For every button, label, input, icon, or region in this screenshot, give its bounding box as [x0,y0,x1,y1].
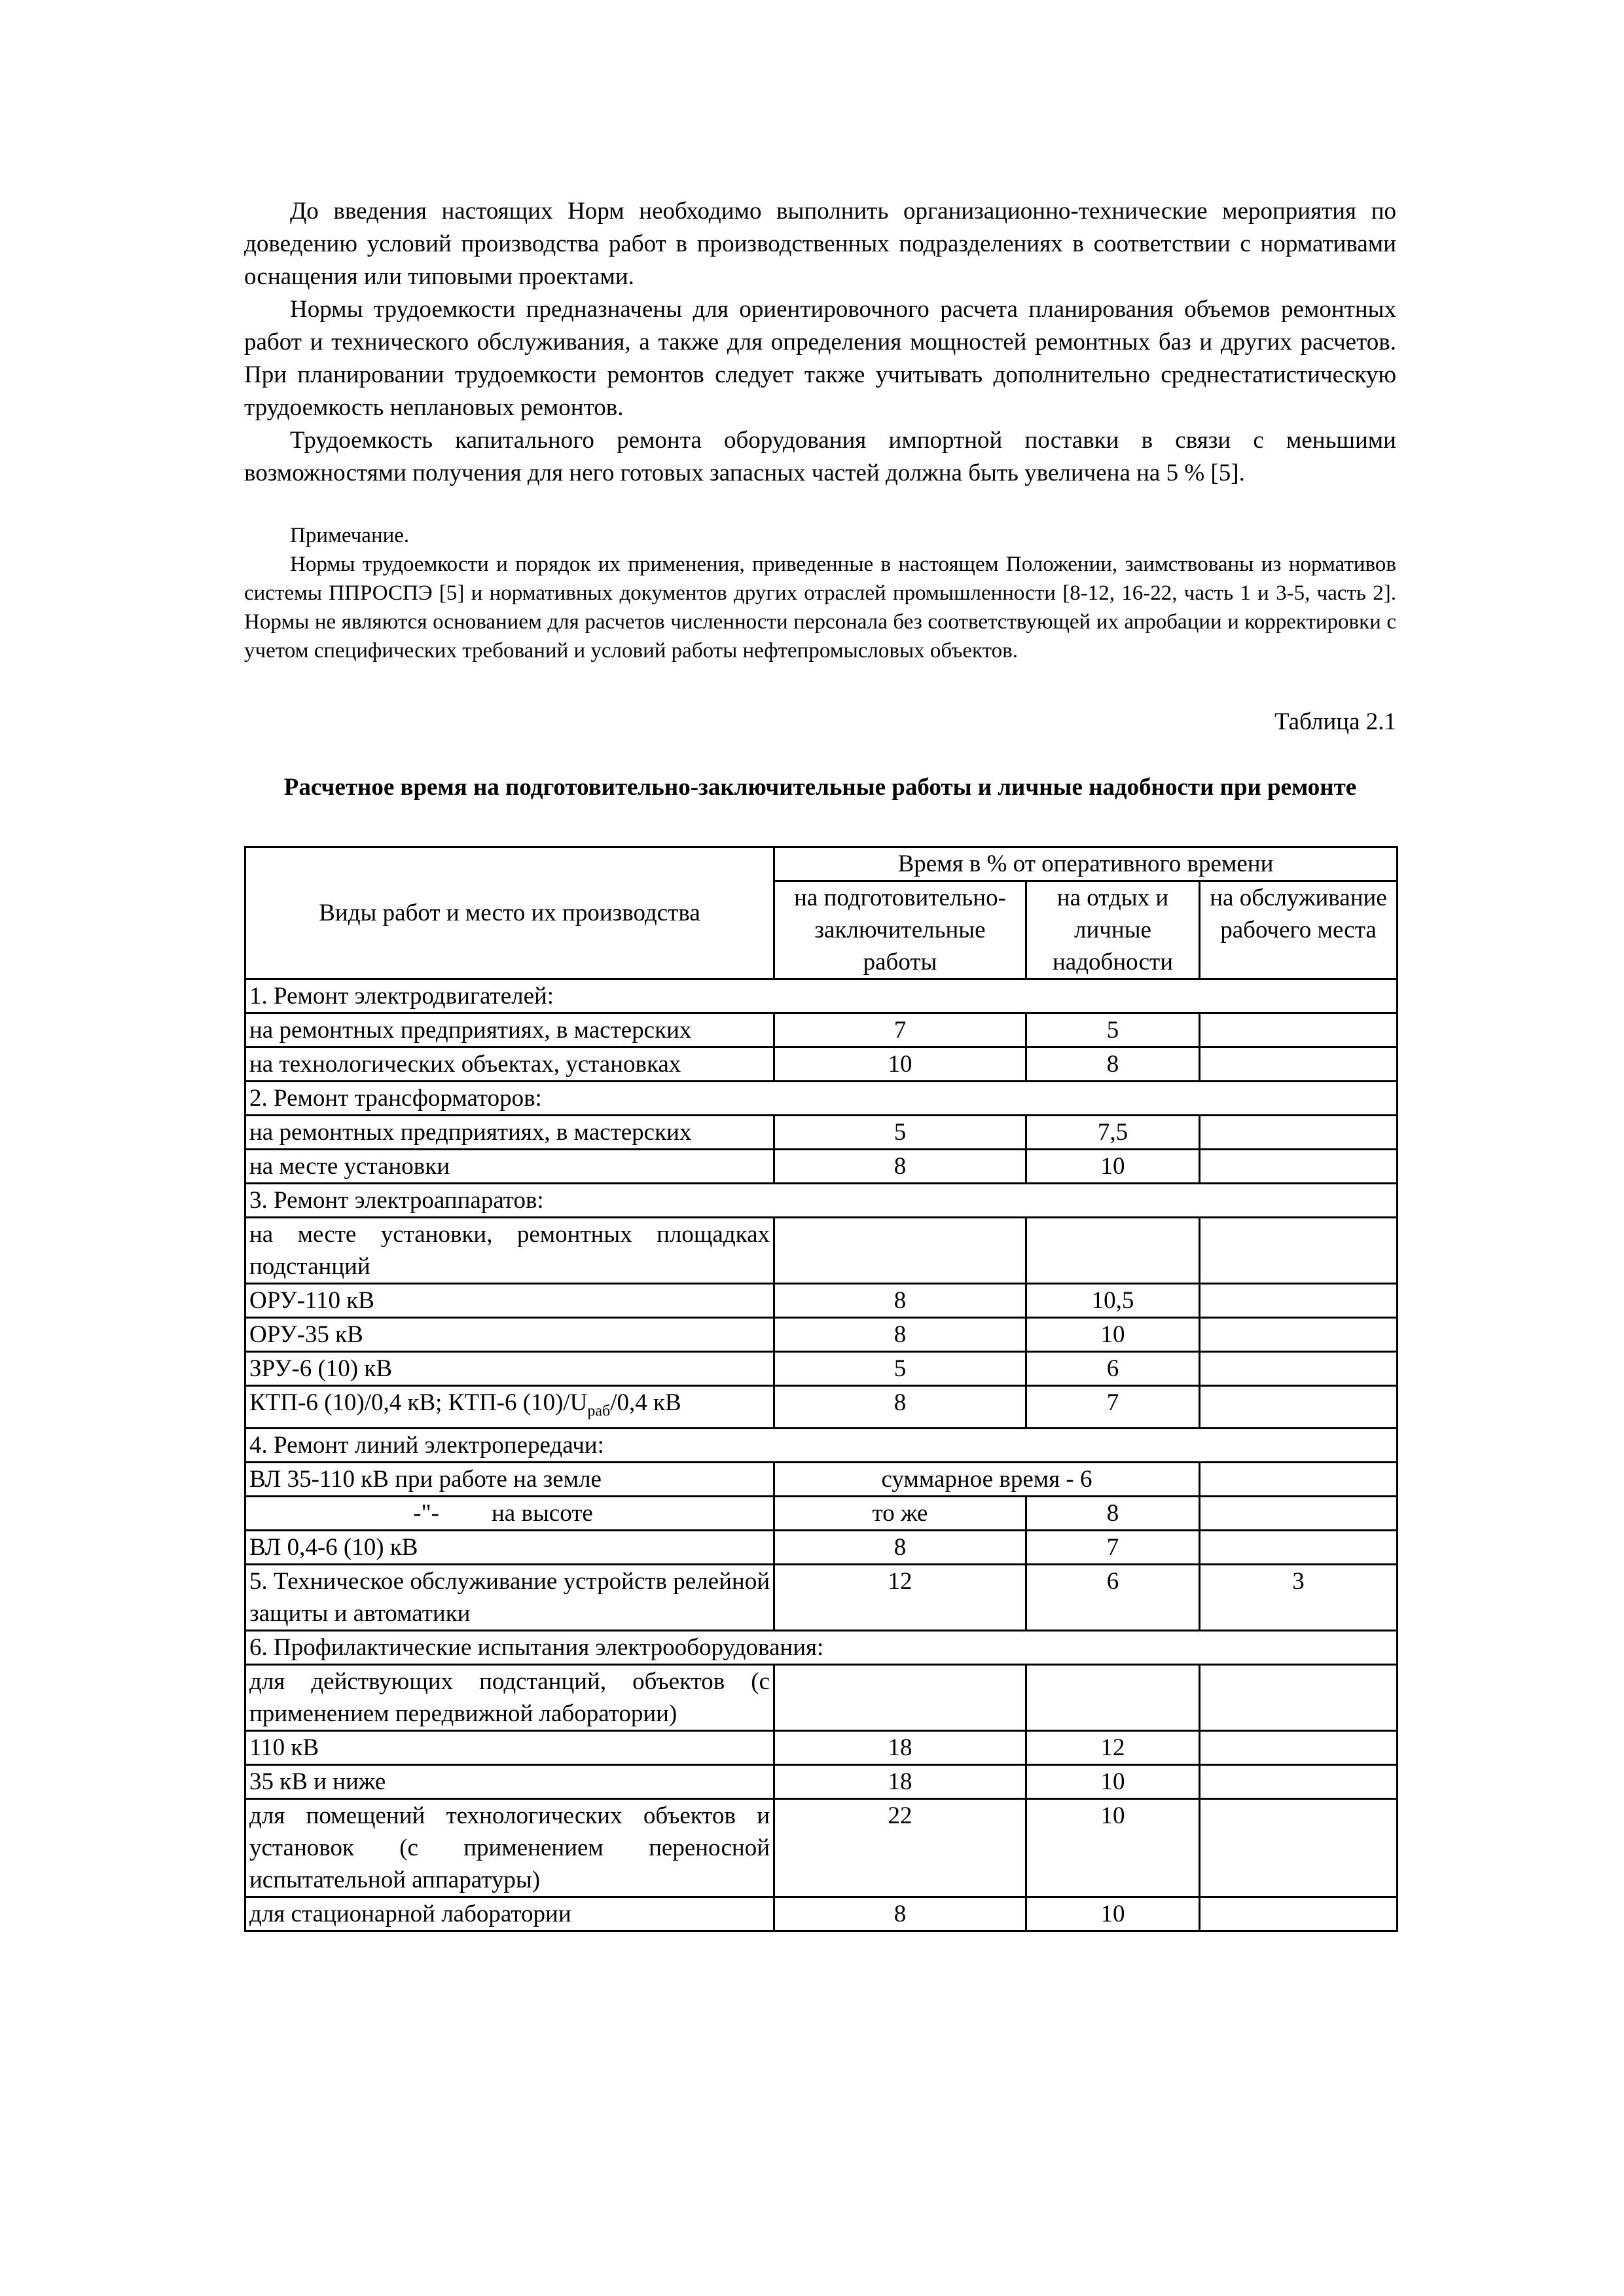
cell-workplace [1200,1665,1398,1731]
cell-prep: 8 [774,1284,1026,1318]
cell-work: ОРУ-110 кВ [245,1284,774,1318]
cell-workplace [1200,1318,1398,1352]
cell-work-text: на высоте [492,1500,593,1527]
cell-workplace [1200,1497,1398,1531]
cell-total-time: суммарное время - 6 [774,1463,1200,1497]
cell-workplace [1200,1897,1398,1931]
table-row [245,1352,1398,1386]
cell-rest: 10 [1026,1799,1200,1897]
cell-workplace [1200,1048,1398,1082]
table-row [245,1731,1398,1765]
cell-work: на месте установки, ремонтных площадках подстанций [245,1218,774,1284]
section-row [245,1429,1398,1463]
cell-prep: 8 [774,1897,1026,1931]
section-title: 3. Ремонт электроаппаратов: [245,1184,1398,1218]
cell-prep: 10 [774,1048,1026,1082]
cell-workplace [1200,1284,1398,1318]
ktp-text-end: /0,4 кВ [610,1389,681,1416]
cell-prep [774,1218,1026,1284]
cell-work: ОРУ-35 кВ [245,1318,774,1352]
table-row [245,1218,1398,1284]
cell-work: на месте установки [245,1150,774,1184]
cell-prep: 22 [774,1799,1026,1897]
table-row [245,1284,1398,1318]
cell-workplace [1200,1352,1398,1386]
cell-work [245,1497,774,1531]
paragraph-3: Трудоемкость капитального ремонта оборудования импортной поставки в связи с меньшими возможностями получения для него готовых запасных частей должна быть увеличена на 5 % [5]. [244,427,1396,486]
cell-workplace [1200,1765,1398,1799]
header-time-group: Время в % от оперативного времени [774,847,1398,881]
cell-rest: 10 [1026,1150,1200,1184]
section-title: 4. Ремонт линий электропередачи: [245,1429,1398,1463]
cell-rest: 10 [1026,1765,1200,1799]
cell-prep: 5 [774,1116,1026,1150]
cell-rest: 8 [1026,1048,1200,1082]
cell-prep: то же [774,1497,1026,1531]
table-number: Таблица 2.1 [1274,708,1396,735]
cell-workplace [1200,1218,1398,1284]
ktp-subscript: раб [587,1402,611,1420]
cell-workplace [1200,1386,1398,1429]
cell-workplace [1200,1531,1398,1565]
cell-workplace [1200,1150,1398,1184]
table-row [245,1150,1398,1184]
section-row [245,1184,1398,1218]
table-row [245,1565,1398,1631]
section-row [245,1631,1398,1665]
header-work-types: Виды работ и место их производства [245,847,774,979]
cell-work: ВЛ 0,4-6 (10) кВ [245,1531,774,1565]
cell-work: для помещений технологических объектов и установок (с применением переносной испытательной аппаратуры) [245,1799,774,1897]
cell-prep: 8 [774,1531,1026,1565]
cell-prep: 8 [774,1150,1026,1184]
table-row [245,1013,1398,1048]
table-header-row [245,847,1398,881]
section-title: 2. Ремонт трансформаторов: [245,1082,1398,1116]
norms-table [244,846,1398,1932]
table-row [245,1116,1398,1150]
cell-rest: 6 [1026,1565,1200,1631]
cell-workplace [1200,1731,1398,1765]
header-rest: на отдых и личные надобности [1026,881,1200,979]
cell-rest: 7 [1026,1531,1200,1565]
cell-rest: 10 [1026,1318,1200,1352]
cell-workplace [1200,1116,1398,1150]
cell-prep: 12 [774,1565,1026,1631]
cell-work: на технологических объектах, установках [245,1048,774,1082]
cell-work: ЗРУ-6 (10) кВ [245,1352,774,1386]
cell-prep: 8 [774,1386,1026,1429]
section-row [245,979,1398,1013]
cell-work: для стационарной лаборатории [245,1897,774,1931]
section-title: 6. Профилактические испытания электрооборудования: [245,1631,1398,1665]
header-prep-work: на подготовительно-заключительные работы [774,881,1026,979]
paragraph-2: Нормы трудоемкости предназначены для ориентировочного расчета планирования объемов ремонтных работ и технического обслуживания, а также для определения мощностей ремонтных баз и других расчетов. При планировании трудоемкости ремонтов следует также учитывать дополнительно среднестатистическую трудоемкость неплановых ремонтов. [244,296,1396,421]
paragraph-1: До введения настоящих Норм необходимо выполнить организационно-технические мероприятия по доведению условий производства работ в производственных подразделениях в соответствии с нормативами оснащения или типовыми проектами. [244,198,1396,290]
table-row [245,1497,1398,1531]
cell-work: 35 кВ и ниже [245,1765,774,1799]
table-row [245,1799,1398,1897]
cell-work: на ремонтных предприятиях, в мастерских [245,1116,774,1150]
page-content [244,195,1396,1932]
cell-rest: 7 [1026,1386,1200,1429]
note-heading: Примечание. [290,524,410,547]
cell-rest: 10,5 [1026,1284,1200,1318]
section-title: 1. Ремонт электродвигателей: [245,979,1398,1013]
cell-prep: 5 [774,1352,1026,1386]
cell-prep: 8 [774,1318,1026,1352]
cell-work: 110 кВ [245,1731,774,1765]
cell-work [245,1386,774,1429]
cell-prep: 18 [774,1765,1026,1799]
cell-prep: 18 [774,1731,1026,1765]
cell-work: ВЛ 35-110 кВ при работе на земле [245,1463,774,1497]
cell-rest [1026,1665,1200,1731]
cell-prep: 7 [774,1013,1026,1048]
cell-rest: 7,5 [1026,1116,1200,1150]
cell-work: на ремонтных предприятиях, в мастерских [245,1013,774,1048]
header-workplace: на обслуживание рабочего места [1200,881,1398,979]
table-row [245,1048,1398,1082]
cell-workplace [1200,1013,1398,1048]
ditto-mark: -"- [413,1500,439,1527]
cell-rest: 5 [1026,1013,1200,1048]
note-text: Нормы трудоемкости и порядок их применения, приведенные в настоящем Положении, заимствованы из нормативов системы ППРОСПЭ [5] и нормативных документов других отраслей промышленности [8-12, 16-22, часть 1 и 3-5, часть 2]. Нормы не являются основанием для расчетов численности персонала без соответствующей их апробации и корректировки с учетом специфических требований и условий работы нефтепромысловых объектов. [244,553,1396,663]
table-row [245,1318,1398,1352]
cell-workplace: 3 [1200,1565,1398,1631]
cell-rest [1026,1218,1200,1284]
table-row [245,1897,1398,1931]
note-block [244,521,1396,665]
cell-workplace [1200,1463,1398,1497]
cell-workplace [1200,1799,1398,1897]
cell-rest: 12 [1026,1731,1200,1765]
table-row [245,1765,1398,1799]
table-title: Расчетное время на подготовительно-заключительные работы и личные надобности при ремонте [283,774,1357,801]
section-row [245,1082,1398,1116]
cell-work: для действующих подстанций, объектов (с применением передвижной лаборатории) [245,1665,774,1731]
table-row [245,1665,1398,1731]
cell-rest: 10 [1026,1897,1200,1931]
table-row [245,1386,1398,1429]
table-row [245,1531,1398,1565]
cell-rest: 8 [1026,1497,1200,1531]
cell-rest: 6 [1026,1352,1200,1386]
table-row [245,1463,1398,1497]
ktp-text: КТП-6 (10)/0,4 кВ; КТП-6 (10)/U [249,1389,588,1416]
cell-prep [774,1665,1026,1731]
cell-work: 5. Техническое обслуживание устройств релейной защиты и автоматики [245,1565,774,1631]
